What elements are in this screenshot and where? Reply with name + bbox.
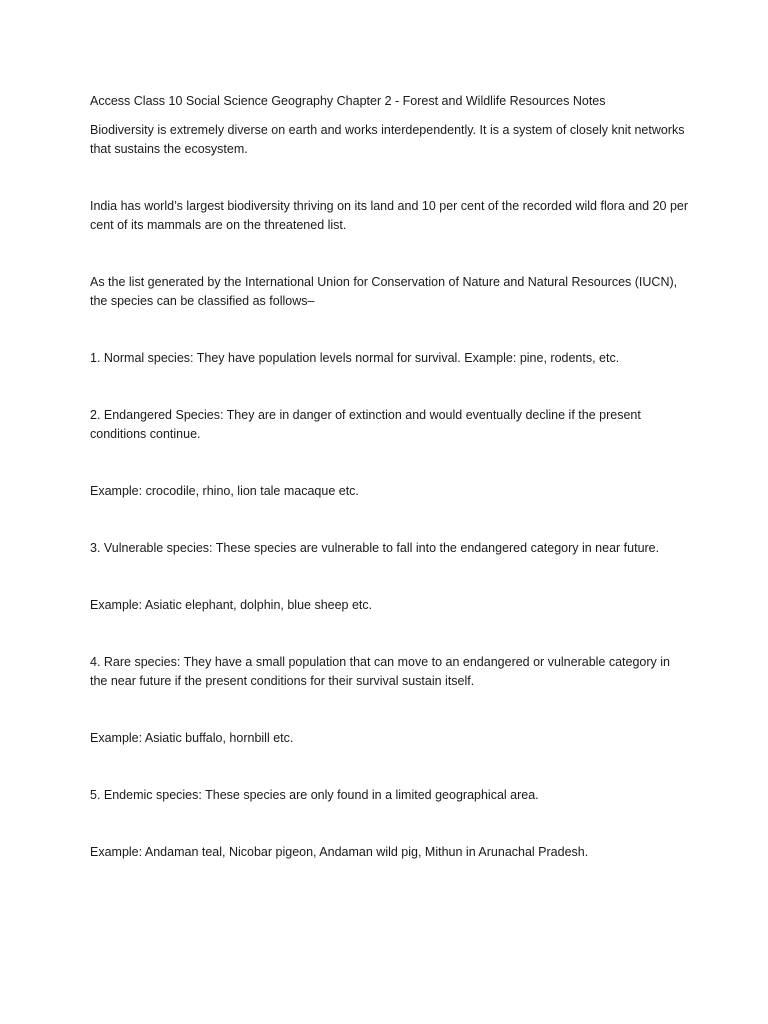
paragraph-endemic-species: 5. Endemic species: These species are only found in a limited geographical area. <box>90 788 539 802</box>
paragraph-endemic-example: Example: Andaman teal, Nicobar pigeon, Andaman wild pig, Mithun in Arunachal Pradesh. <box>90 845 589 859</box>
paragraph-normal-species: 1. Normal species: They have population levels normal for survival. Example: pine, rodents, etc. <box>90 351 620 365</box>
document-page <box>90 92 690 862</box>
paragraph-rare-example: Example: Asiatic buffalo, hornbill etc. <box>90 731 294 745</box>
paragraph-vulnerable-example: Example: Asiatic elephant, dolphin, blue sheep etc. <box>90 598 373 612</box>
paragraph-endangered-species: 2. Endangered Species: They are in danger of extinction and would eventually decline if the present conditions continue. <box>90 408 641 441</box>
paragraph-vulnerable-species: 3. Vulnerable species: These species are vulnerable to fall into the endangered category in near future. <box>90 541 660 555</box>
paragraph-rare-species: 4. Rare species: They have a small population that can move to an endangered or vulnerable category in the near future if the present conditions for their survival sustain itself. <box>90 655 670 688</box>
paragraph-endangered-example: Example: crocodile, rhino, lion tale macaque etc. <box>90 484 359 498</box>
paragraph-biodiversity: Biodiversity is extremely diverse on earth and works interdependently. It is a system of closely knit networks that sustains the ecosystem. <box>90 123 685 156</box>
paragraph-india-biodiversity: India has world’s largest biodiversity thriving on its land and 10 per cent of the recorded wild flora and 20 per cent of its mammals are on the threatened list. <box>90 199 689 232</box>
paragraph-iucn-classification: As the list generated by the International Union for Conservation of Nature and Natural Resources (IUCN), the species can be classified as follows– <box>90 275 678 308</box>
document-title: Access Class 10 Social Science Geography Chapter 2 - Forest and Wildlife Resources Notes <box>90 94 606 108</box>
